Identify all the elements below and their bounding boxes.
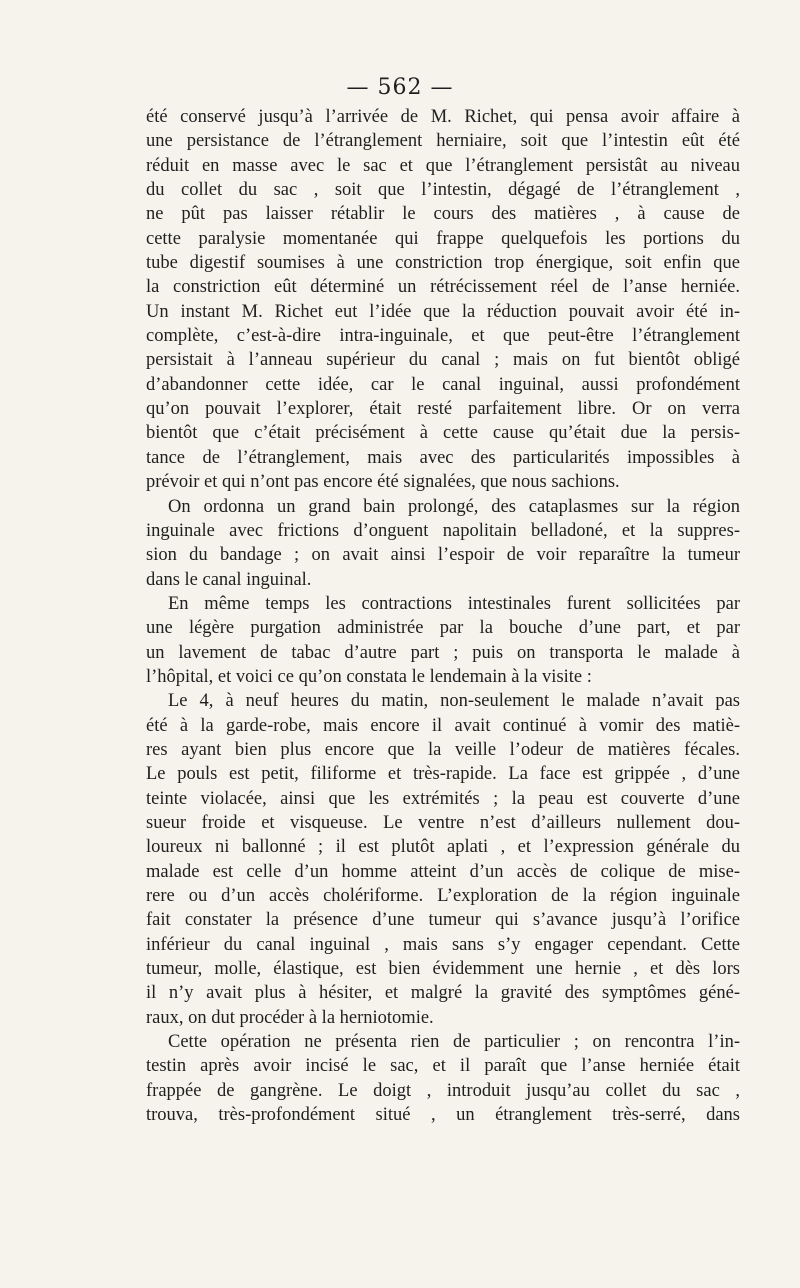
text-line: rere ou d’un accès cholériforme. L’exploration de la région inguinale xyxy=(146,886,740,906)
text-line: une légère purgation administrée par la bouche d’une part, et par xyxy=(146,618,740,639)
text-line: raux, on dut procéder à la herniotomie. xyxy=(146,1007,434,1028)
text-line: On ordonna un grand bain prolongé, des cataplasmes sur la région xyxy=(168,496,740,517)
text-line: une persistance de l’étranglement herniaire, soit que l’intestin eût été xyxy=(146,131,740,152)
text-line: été conservé jusqu’à l’arrivée de M. Richet, qui pensa avoir affaire à xyxy=(146,107,740,127)
text-line: tance de l’étranglement, mais avec des particularités impossibles à xyxy=(146,447,740,468)
text-line: prévoir et qui n’ont pas encore été signalées, que nous sachions. xyxy=(146,472,620,493)
text-line: fait constater la présence d’une tumeur qui s’avance jusqu’à l’orifice xyxy=(146,910,740,931)
text-line: Cette opération ne présenta rien de particulier ; on rencontra l’in- xyxy=(168,1032,740,1053)
text-line: sion du bandage ; on avait ainsi l’espoir de voir reparaître la tumeur xyxy=(146,545,740,566)
text-line: En même temps les contractions intestinales furent sollicitées par xyxy=(168,593,740,614)
text-line: du collet du sac , soit que l’intestin, dégagé de l’étranglement , xyxy=(146,180,740,201)
text-line: cette paralysie momentanée qui frappe quelquefois les portions du xyxy=(146,228,740,249)
text-line: malade est celle d’un homme atteint d’un accès de colique de mise- xyxy=(146,861,740,882)
text-line: loureux ni ballonné ; il est plutôt aplati , et l’expression générale du xyxy=(146,837,740,858)
text-line: un lavement de tabac d’autre part ; puis on transporta le malade à xyxy=(146,642,740,663)
text-line: réduit en masse avec le sac et que l’étranglement persistât au niveau xyxy=(146,155,740,176)
text-line: complète, c’est-à-dire intra-inguinale, et que peut-être l’étranglement xyxy=(146,326,740,347)
page-number: — 562 — xyxy=(346,75,454,100)
text-line: ne pût pas laisser rétablir le cours des matières , à cause de xyxy=(146,204,740,225)
text-line: testin après avoir incisé le sac, et il paraît que l’anse herniée était xyxy=(146,1056,740,1077)
text-line: tube digestif soumises à une constriction trop énergique, soit enfin que xyxy=(146,253,740,274)
text-line: dans le canal inguinal. xyxy=(146,569,312,590)
text-line: qu’on pouvait l’explorer, était resté parfaitement libre. Or on verra xyxy=(146,399,740,420)
text-line: l’hôpital, et voici ce qu’on constata le lendemain à la visite : xyxy=(146,666,592,687)
text-line: res ayant bien plus encore que la veille l’odeur de matières fécales. xyxy=(146,739,740,760)
text-line: il n’y avait plus à hésiter, et malgré la gravité des symptômes géné- xyxy=(146,983,740,1004)
text-line: teinte violacée, ainsi que les extrémités ; la peau est couverte d’une xyxy=(146,788,740,809)
body-text xyxy=(146,105,740,1127)
text-line: tumeur, molle, élastique, est bien évidemment une hernie , et dès lors xyxy=(146,959,740,980)
text-line: Le pouls est petit, filiforme et très-rapide. La face est grippée , d’une xyxy=(146,764,740,785)
text-line: trouva, très-profondément situé , un étranglement très-serré, dans xyxy=(146,1105,740,1126)
text-line: bientôt que c’était précisément à cette cause qu’était due la persis- xyxy=(146,423,740,444)
text-line: sueur froide et visqueuse. Le ventre n’est d’ailleurs nullement dou- xyxy=(146,812,740,833)
text-line: persistait à l’anneau supérieur du canal ; mais on fut bientôt obligé xyxy=(146,350,740,371)
text-line: inguinale avec frictions d’onguent napolitain belladoné, et la suppres- xyxy=(146,520,740,541)
text-line: inférieur du canal inguinal , mais sans s’y engager cependant. Cette xyxy=(146,934,740,955)
text-line: frappée de gangrène. Le doigt , introduit jusqu’au collet du sac , xyxy=(146,1080,740,1101)
text-line: d’abandonner cette idée, car le canal inguinal, aussi profondément xyxy=(146,374,740,395)
text-line: été à la garde-robe, mais encore il avait continué à vomir des matiè- xyxy=(146,715,740,736)
text-line: la constriction eût déterminé un rétrécissement réel de l’anse herniée. xyxy=(146,277,740,298)
text-line: Le 4, à neuf heures du matin, non-seulement le malade n’avait pas xyxy=(168,691,740,712)
text-line: Un instant M. Richet eut l’idée que la réduction pouvait avoir été in- xyxy=(146,301,740,322)
